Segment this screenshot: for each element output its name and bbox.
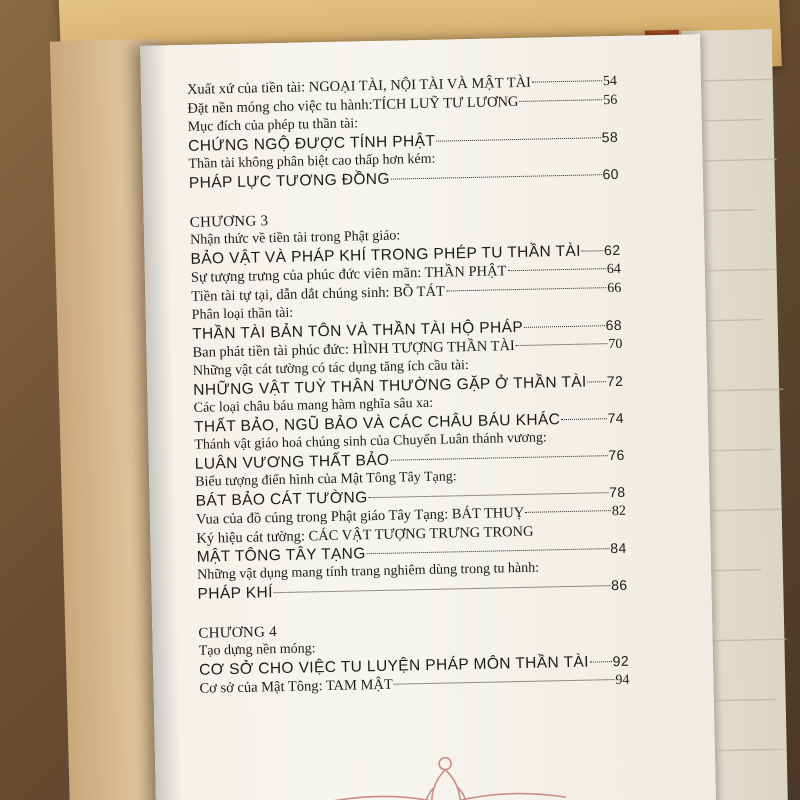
toc-entry-title: Tiền tài tự tại, dẫn dắt chúng sinh: BỒ TÁT (191, 283, 445, 305)
dot-leader (582, 250, 603, 251)
dot-leader (390, 455, 607, 461)
toc-entry-title: Những vật dụng mang tính trang nghiêm dùng trong tu hành: (197, 560, 540, 583)
dot-leader (369, 492, 609, 498)
dot-leader (367, 548, 610, 554)
toc-entry-title: BÁT BẢO CÁT TƯỜNG (195, 489, 368, 510)
toc-entry-title: Biểu tượng điển hình của Mật Tông Tây Tạng: (195, 469, 457, 490)
toc-page-number: 58 (601, 128, 619, 146)
toc-entry-title: PHÁP KHÍ (197, 584, 274, 603)
toc-entry-title: Tạo dựng nền móng: (198, 641, 316, 659)
dot-leader (588, 381, 606, 382)
toc-page-number: 64 (606, 261, 622, 278)
dot-leader (446, 287, 606, 291)
toc-page-number: 94 (615, 672, 630, 689)
toc-entry-title: Những vật cát tường có tác dụng tăng ích cầu tài: (192, 358, 470, 379)
dot-leader (525, 510, 611, 513)
toc-entry-title: THẤT BẢO, NGŨ BẢO VÀ CÁC CHÂU BÁU KHÁC (193, 411, 561, 436)
lotus-ornament (314, 727, 576, 800)
toc-page-number: 68 (605, 316, 623, 334)
toc-entry-title: BẢO VẬT VÀ PHÁP KHÍ TRONG PHÉP TU THẦN TÀI (190, 242, 581, 268)
toc-entry-title: CHỨNG NGỘ ĐƯỢC TÍNH PHẬT (187, 132, 436, 155)
table-of-contents (187, 72, 630, 699)
toc-entry-title: Vua của đồ cúng trong Phật giáo Tây Tạng: BÁT THUỴ (195, 504, 525, 528)
dot-leader (394, 679, 615, 685)
toc-entry-title: NHỮNG VẬT TUỲ THÂN THƯỜNG GẶP Ở THẦN TÀI (193, 373, 587, 399)
dot-leader (519, 99, 602, 102)
toc-entry-title: Ban phát tiền tài phúc đức: HÌNH TƯỢNG THẦN TÀI (192, 338, 515, 361)
toc-entry-title: Các loại châu báu mang hàm nghĩa sâu xa: (193, 395, 434, 416)
dot-leader (436, 137, 600, 141)
book-page (140, 34, 716, 800)
toc-entry-title: THẦN TÀI BẢN TÔN VÀ THẦN TÀI HỘ PHÁP (191, 318, 524, 343)
toc-page-number: 76 (608, 446, 625, 464)
toc-page-number: 86 (610, 576, 628, 594)
toc-page-number: 54 (602, 73, 618, 90)
toc-entry-title: Ký hiệu cát tường: CÁC VẬT TƯỢNG TRƯNG TRONG (196, 523, 534, 547)
toc-page-number: 82 (611, 503, 627, 520)
dot-leader (590, 661, 612, 662)
toc-entry-title: PHÁP LỰC TƯƠNG ĐỒNG (188, 170, 391, 192)
toc-page-number: 60 (602, 165, 620, 183)
toc-page-number: 62 (603, 241, 621, 259)
toc-entry-title: Thánh vật giáo hoá chúng sinh của Chuyển Luân thánh vương: (194, 430, 547, 453)
toc-page-number: 56 (603, 92, 618, 109)
next-page-bleed-lines (692, 59, 797, 781)
chapter-heading: CHƯƠNG 4 (198, 624, 278, 642)
toc-entry-title: Phân loại thần tài: (191, 305, 294, 323)
toc-entry-title: Sự tượng trưng của phúc đức viên mãn: THẦN PHẬT (190, 263, 507, 286)
toc-entry-title: MẬT TÔNG TÂY TẠNG (196, 545, 366, 566)
dot-leader (274, 585, 610, 593)
chapter-heading: CHƯƠNG 3 (189, 213, 269, 231)
toc-page-number: 84 (610, 539, 627, 557)
dot-leader (516, 343, 608, 346)
toc-page-number: 70 (608, 336, 623, 353)
toc-page-number: 74 (607, 409, 625, 427)
dot-leader (507, 268, 605, 271)
toc-entry-title: Nhận thức về tiền tài trong Phật giáo: (189, 228, 401, 248)
toc-entry-title: Xuất xứ của tiền tài: NGOẠI TÀI, NỘI TÀI VÀ MẬT TÀI (186, 74, 532, 98)
dot-leader (524, 325, 605, 328)
dot-leader (391, 174, 602, 179)
toc-page-number: 66 (607, 280, 622, 297)
toc-entry-title: Thần tài không phân biệt cao thấp hơn kém: (188, 151, 436, 172)
toc-entry-title: LUÂN VƯƠNG THẤT BẢO (194, 451, 390, 473)
toc-page-number: 78 (608, 483, 626, 501)
toc-entry-title: Mục đích của phép tu thần tài: (187, 116, 359, 135)
dot-leader (532, 80, 602, 82)
toc-entry-title: Đặt nền móng cho việc tu hành:TÍCH LUỸ TƯ LƯƠNG (187, 93, 519, 117)
toc-entry-title: CƠ SỞ CHO VIỆC TU LUYỆN PHÁP MÔN THẦN TÀI (198, 653, 590, 679)
dot-leader (561, 418, 606, 420)
toc-page-number: 92 (612, 652, 630, 670)
toc-page-number: 72 (606, 372, 624, 390)
toc-entry-title: Cơ sở của Mật Tông: TAM MẬT (199, 676, 393, 697)
